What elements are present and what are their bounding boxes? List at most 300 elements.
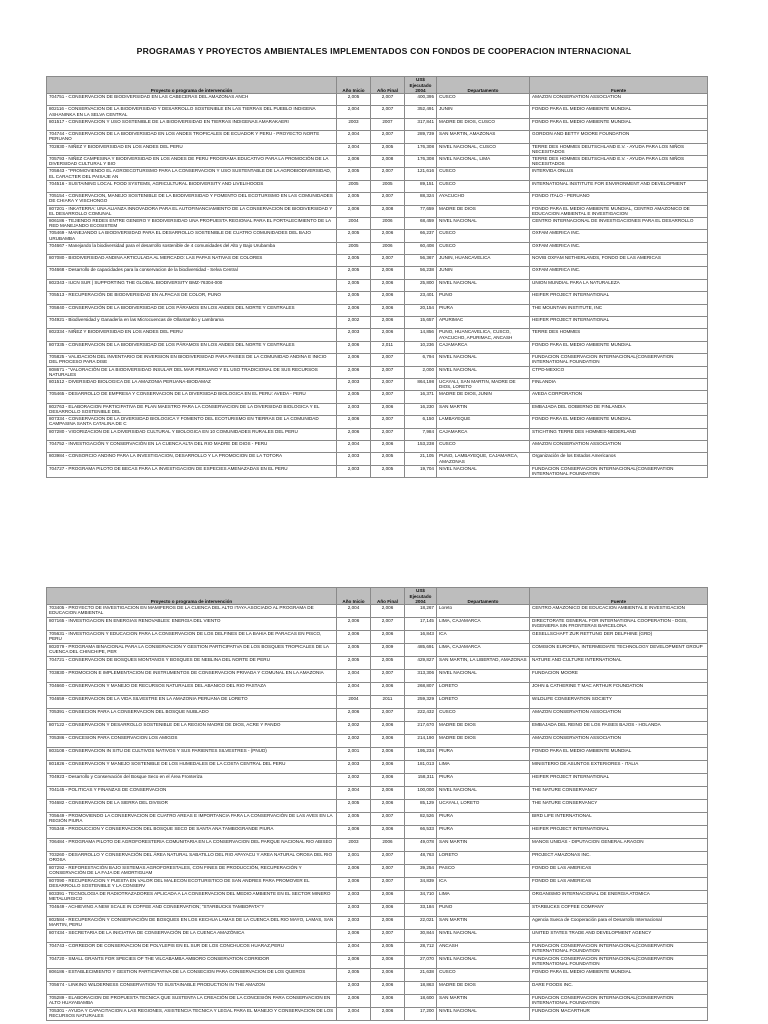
- page-title: PROGRAMAS Y PROYECTOS AMBIENTALES IMPLEMENTADOS CON FONDOS DE COOPERACION INTERNACIONAL: [136, 46, 632, 56]
- cell-department: PIURA: [437, 813, 530, 826]
- cell-end: 2,006: [371, 956, 405, 969]
- table-row: [47, 428, 708, 440]
- cell-department: AYACUCHO: [437, 193, 530, 205]
- cell-source: AMAZON CONSERVATION ASSOCIATION: [530, 709, 708, 722]
- table-row: [47, 391, 708, 403]
- cell-source: HEIFER PROJECT INTERNATIONAL: [530, 317, 708, 329]
- cell-program: 705513 - RECUPERACIÓN DE BIODIVERSIDAD EN ALPACAS DE COLOR, PUNO: [47, 292, 337, 304]
- cell-start: 2,005: [337, 644, 371, 657]
- cell-start: 2,005: [337, 255, 371, 267]
- cell-usd: 16,843: [405, 631, 437, 644]
- cell-source: TERRE DES HOMMES DEUTSCHLAND E.V. - AYUDA PARA LOS NIÑOS NECESITADOS: [530, 143, 708, 155]
- cell-usd: 214,190: [405, 735, 437, 748]
- cell-department: JUNIN: [437, 267, 530, 279]
- cell-end: 2,007: [371, 709, 405, 722]
- cell-program: 705649 - PROMOVIENDO LA CONSERVACION DE CUATRO AREAS E IMPORTANCIA PARA LA CONSERVACIÓN DE LAS AVES EN LA REGIÓN PIURA: [47, 813, 337, 826]
- cell-start: 2,003: [337, 904, 371, 917]
- cell-start: 2,006: [337, 304, 371, 316]
- cell-program: 704727 - PROGRAMA PILOTO DE BECAS PARA LA INVESTIGACION DE ESPECIES AMENAZADAS EN EL PERU: [47, 465, 337, 477]
- table-row: [47, 657, 708, 670]
- cell-usd: 317,841: [405, 118, 437, 130]
- cell-source: FONDO PARA EL MEDIO AMBIENTE MUNDIAL: [530, 341, 708, 353]
- cell-usd: 89,151: [405, 180, 437, 192]
- cell-end: 2,006: [371, 982, 405, 995]
- cell-source: OXFAM AMERICA INC.: [530, 267, 708, 279]
- cell-usd: 176,308: [405, 155, 437, 167]
- cell-usd: 82,526: [405, 813, 437, 826]
- cell-start: 2,005: [337, 267, 371, 279]
- cell-program: 802343 - IUCN SUR | SUPPORTING THE GLOBAL BIODIVERSITY BMZ-76304-000: [47, 279, 337, 291]
- cell-source: OXFAM AMERICA INC.: [530, 230, 708, 242]
- cell-department: MADRE DE DIOS: [437, 982, 530, 995]
- cell-usd: 176,308: [405, 143, 437, 155]
- cell-program: 807334 - CONSERVACION DE LA DIVERSIDAD BIOLOGICA Y FOMENTO DEL ECOTURISMO EN TIERRAS DE LA COMUNIDAD CAMPASINA SANTA CATALINA DE C: [47, 416, 337, 428]
- cell-usd: 268,807: [405, 683, 437, 696]
- cell-usd: 88,324: [405, 193, 437, 205]
- cell-end: 2,007: [371, 168, 405, 180]
- cell-program: 704649 - ACHIEVING A NEW SCALE IN COFFEE AND CONSERVATION; "STARBUCKS TAMBOPATA"?: [47, 904, 337, 917]
- cell-source: DIRECTORATE GENERAL FOR INTERNATIONAL COOPERATION - DGIS, INGENIERIA SIN FRONTERAS BARCELONA: [530, 618, 708, 631]
- cell-start: 2,005: [337, 193, 371, 205]
- table-row: [47, 943, 708, 956]
- cell-program: 801826 - CONSERVACION Y MANEJO SOSTENIBLE DE LOS HUMEDALES DE LA COSTA CENTRAL DEL PERU: [47, 761, 337, 774]
- cell-usd: 23,401: [405, 292, 437, 304]
- cell-end: 2,007: [371, 878, 405, 891]
- cell-program: 704921 - Biodiversidad y Ganadería en las Microcuencas de Ollantambo y Lambrama: [47, 317, 337, 329]
- table-row: [47, 618, 708, 631]
- cell-end: 2005: [371, 180, 405, 192]
- cell-usd: 10,236: [405, 341, 437, 353]
- cell-usd: 19,704: [405, 465, 437, 477]
- cell-usd: 6,794: [405, 354, 437, 366]
- cell-usd: 34,839: [405, 878, 437, 891]
- header-usd: US$ Ejecutado 2004: [405, 588, 437, 605]
- table-row: [47, 217, 708, 229]
- cell-end: 2,007: [371, 366, 405, 378]
- header-source: Fuente: [530, 77, 708, 94]
- cell-start: 2,003: [337, 453, 371, 465]
- cell-end: 2,006: [371, 403, 405, 415]
- cell-program: 706484 - PROGRAMA PILOTO DE AGROFORESTERIA COMUNITARIA EN LA CONSERVACION DEL PARQUE NACIONAL RIO ABISEO: [47, 839, 337, 852]
- cell-start: 2,006: [337, 366, 371, 378]
- cell-start: 2005: [337, 180, 371, 192]
- cell-end: 2,006: [371, 1008, 405, 1021]
- cell-source: GESELLSCHAFT ZUR RETTUNG DER DELPHINE (GRD): [530, 631, 708, 644]
- cell-start: 2,004: [337, 106, 371, 118]
- table-row: [47, 735, 708, 748]
- cell-source: AMAZON CONSERVATION ASSOCIATION: [530, 735, 708, 748]
- cell-program: 705631 - INVESTIGACION Y EDUCACION PARA LA CONSERVACION DE LOS DELFINES DE LA BAHIA DE PARACAS EN PISCO, PERU: [47, 631, 337, 644]
- cell-usd: 77,659: [405, 205, 437, 217]
- cell-department: CUSCO: [437, 969, 530, 982]
- cell-program: 807292 - REFORESTACIÓN BAJO SISTEMAS AGROFORESTALES, CON FINES DE PRODUCCIÓN, RECUPERACIÓN Y CONSERVACIÓN DE LA FAJA DE AMORTIGUAM: [47, 865, 337, 878]
- cell-source: HEIFER PROJECT INTERNATIONAL: [530, 292, 708, 304]
- table-row: [47, 813, 708, 826]
- cell-start: 2,006: [337, 428, 371, 440]
- cell-department: PUNO: [437, 292, 530, 304]
- cell-start: 2,003: [337, 891, 371, 904]
- cell-department: LORETO: [437, 852, 530, 865]
- cell-end: 2,006: [371, 891, 405, 904]
- cell-source: HEIFER PROJECT INTERNATIONAL: [530, 826, 708, 839]
- cell-usd: 68,459: [405, 217, 437, 229]
- cell-department: PIURA: [437, 748, 530, 761]
- cell-end: 2,006: [371, 826, 405, 839]
- table-row: [47, 292, 708, 304]
- cell-program: 704667 - Manejando la biodiversidad para el desarrollo sostenible de 4 comunidades del Alto y Bajo Urubamba: [47, 242, 337, 254]
- header-department: Departamento: [437, 588, 530, 605]
- cell-source: FUNDACION CONSERVACION INTERNACIONAL(CONSERVATION INTERNATIONAL FOUNDATION: [530, 943, 708, 956]
- cell-source: INTERNATIONAL INSTITUTE FOR ENVIRONMENT AND DEVELOPMENT: [530, 180, 708, 192]
- cell-start: 2,003: [337, 465, 371, 477]
- table-row: [47, 180, 708, 192]
- cell-department: UCAYALI, LORETO: [437, 800, 530, 813]
- cell-usd: 313,306: [405, 670, 437, 683]
- cell-program: 704923 - Desarrollo y Conservación del Bosque Seco en el Área Fronteriza: [47, 774, 337, 787]
- cell-department: NIVEL NACIONAL: [437, 1008, 530, 1021]
- cell-end: 2,007: [371, 391, 405, 403]
- cell-end: 2,011: [371, 341, 405, 353]
- cell-end: 2,009: [371, 644, 405, 657]
- cell-program: 704660 - CONSERVACION Y MANEJO DE RECURSOS NATURALES DEL ABANICO DEL RIO PASTAZA: [47, 683, 337, 696]
- header-usd: US$ Ejecutado 2004: [405, 77, 437, 94]
- cell-usd: 18,863: [405, 982, 437, 995]
- table-row: [47, 709, 708, 722]
- table-header-row: [47, 588, 708, 605]
- cell-usd: 17,145: [405, 618, 437, 631]
- cell-start: 2,001: [337, 748, 371, 761]
- cell-source: FONDO DE LAS AMERICAS: [530, 865, 708, 878]
- cell-department: ICA: [437, 878, 530, 891]
- cell-program: 705793 - NIÑEZ CAMPESINA Y BIODIVERSIDAD EN LOS ANDES DE PERU PROGRAMA EDUCATIVO PARA LA PROMOCIÓN DE LA DIVERSIDAD CULTURAL Y BIO: [47, 155, 337, 167]
- table-row: [47, 670, 708, 683]
- cell-source: OXFAM AMERICA INC.: [530, 242, 708, 254]
- cell-end: 2,007: [371, 94, 405, 106]
- table-row: [47, 453, 708, 465]
- cell-department: JUNIN, HUANCAVELICA: [437, 255, 530, 267]
- cell-end: 2,006: [371, 761, 405, 774]
- table-row: [47, 416, 708, 428]
- cell-program: 705674 - LINKING WILDERNESS CONSERVATION TO SUSTAINABLE PRODUCTION IN THE AMAZON: [47, 982, 337, 995]
- cell-source: HEIFER PROJECT INTERNATIONAL: [530, 774, 708, 787]
- cell-source: AMAZON CONSERVATION ASSOCIATION: [530, 94, 708, 106]
- cell-department: CAJAMARCA: [437, 341, 530, 353]
- cell-end: 2,008: [371, 155, 405, 167]
- cell-department: MADRE DE DIOS, CUSCO: [437, 118, 530, 130]
- cell-source: FUNDACION MOORE: [530, 670, 708, 683]
- cell-source: AMAZON CONSERVATION ASSOCIATION: [530, 440, 708, 452]
- cell-start: 2,006: [337, 930, 371, 943]
- cell-usd: 18,600: [405, 995, 437, 1008]
- cell-program: 704668 - Desarrollo de capacidades para la conservacion de la biodiversidad - Selva Central: [47, 267, 337, 279]
- cell-end: 2,007: [371, 193, 405, 205]
- cell-source: Agencia Sueca de Cooperación para el Desarrollo Internacional: [530, 917, 708, 930]
- table-row: [47, 644, 708, 657]
- cell-department: JUNIN: [437, 106, 530, 118]
- cell-source: FUNDACION MACARTHUR: [530, 1008, 708, 1021]
- cell-start: 2,003: [337, 378, 371, 390]
- cell-start: 2,005: [337, 168, 371, 180]
- cell-department: PASCO: [437, 865, 530, 878]
- cell-program: 802116 - CONSERVACION DE LA BIODIVERSIDAD Y DESARROLLO SOSTENIBLE EN LAS TIERRAS DEL PUEBLO INDIGENA ASHANINKA EN LA SELVA CENTRAL: [47, 106, 337, 118]
- cell-source: FONDO PARA EL MEDIO AMBIENTE MUNDIAL: [530, 969, 708, 982]
- cell-start: 2,006: [337, 354, 371, 366]
- cell-end: 2,006: [371, 605, 405, 618]
- table-row: [47, 878, 708, 891]
- cell-start: 2,005: [337, 230, 371, 242]
- cell-program: 803984 - CONSORCIO ANDINO PARA LA INVESTIGACION, DESARROLLO Y LA PROMOCION DE LA TOTORA: [47, 453, 337, 465]
- table-row: [47, 155, 708, 167]
- cell-department: NIVEL NACIONAL: [437, 787, 530, 800]
- table-row: [47, 317, 708, 329]
- cell-usd: 14,856: [405, 329, 437, 341]
- cell-start: 2,006: [337, 618, 371, 631]
- table-row: [47, 465, 708, 477]
- cell-usd: 181,013: [405, 761, 437, 774]
- cell-usd: 158,311: [405, 774, 437, 787]
- cell-end: 2006: [371, 839, 405, 852]
- table-row: [47, 94, 708, 106]
- cell-department: CUSCO: [437, 440, 530, 452]
- cell-source: FONDO PARA EL MEDIO AMBIENTE MUNDIAL: [530, 748, 708, 761]
- cell-usd: 49,078: [405, 839, 437, 852]
- cell-end: 2006: [371, 217, 405, 229]
- cell-department: LIMA, CAJAMARCA: [437, 618, 530, 631]
- cell-start: 2,006: [337, 865, 371, 878]
- cell-start: 2,003: [337, 761, 371, 774]
- cell-start: 2003: [337, 839, 371, 852]
- cell-department: MADRE DE DIOS: [437, 205, 530, 217]
- cell-program: 705465 - DESARROLLO DE EMPRESA Y CONSERVACION DE LA DIVERSIDAD BIOLOGICA EN EL PERU: AVEDA - PERU: [47, 391, 337, 403]
- cell-department: NIVEL NACIONAL: [437, 217, 530, 229]
- table-row: [47, 168, 708, 180]
- cell-end: 2006: [371, 242, 405, 254]
- cell-department: LIMA: [437, 891, 530, 904]
- table-row: [47, 440, 708, 452]
- cell-source: JOHN & CATHERINE T MAC ARTHUR FOUNDATION: [530, 683, 708, 696]
- cell-usd: 48,763: [405, 852, 437, 865]
- table-row: [47, 995, 708, 1008]
- cell-usd: 2,000: [405, 366, 437, 378]
- cell-start: 2,003: [337, 917, 371, 930]
- cell-usd: 6,150: [405, 416, 437, 428]
- cell-usd: 217,670: [405, 722, 437, 735]
- cell-end: 2,007: [371, 416, 405, 428]
- cell-start: 2004: [337, 217, 371, 229]
- header-start: Año Inicio: [337, 588, 371, 605]
- cell-usd: 429,827: [405, 657, 437, 670]
- cell-program: 705386 - CONCESION PARA CONSERVACION LOS AMIGOS: [47, 735, 337, 748]
- cell-start: 2,004: [337, 440, 371, 452]
- cell-usd: 33,184: [405, 904, 437, 917]
- cell-usd: 15,657: [405, 317, 437, 329]
- cell-source: TERRE DES HOMMES: [530, 329, 708, 341]
- cell-usd: 21,105: [405, 453, 437, 465]
- cell-program: 705843 - "PROMOVIENDO EL AGROECOTURISMO PARA LA CONSERVACION Y USO SUSTENTABLE DE LA AGROBIODIVERSIDAD, EL CARACTER DEL PAISAJE AN: [47, 168, 337, 180]
- cell-program: 801512 - DIVERSIDAD BIOLOGICA DE LA AMAZONIA PERUANA-BIODAMAZ: [47, 378, 337, 390]
- cell-program: 807090 - RECUPERACION Y PUESTA EN VALOR DEL MALECON ECOTURISTICO DE SAN ANDRES PARA PROMOVER EL DESARROLLO SOSTENIBLE Y LA CONSERV: [47, 878, 337, 891]
- cell-program: 705154 - CONSERVACION, MANEJO SOSTENIBLE DE LA BIODIVERSIDAD Y FOMENTO DEL ECOTURISMO EN LAS COMUNIDADES DE CHIARA Y VISCHONGO: [47, 193, 337, 205]
- cell-end: 2,007: [371, 131, 405, 143]
- cell-department: SAN MARTIN: [437, 839, 530, 852]
- cell-start: 2,005: [337, 813, 371, 826]
- cell-start: 2,006: [337, 826, 371, 839]
- cell-start: 2,004: [337, 683, 371, 696]
- cell-department: MADRE DE DIOS: [437, 722, 530, 735]
- cell-end: 2,006: [371, 279, 405, 291]
- cell-usd: 153,238: [405, 440, 437, 452]
- table-row: [47, 865, 708, 878]
- cell-program: 802584 - RECUPERACIÓN Y CONSERVACIÓN DE BOSQUES EN LOS KECHUA LAMAS DE LA CUENCA DEL RIO MAYO, LAMAS, SAN MARTIN, PERU: [47, 917, 337, 930]
- cell-start: 2,006: [337, 341, 371, 353]
- cell-program: 704659 - CONSERVACION DE LA VIDA SILVESTRE EN LA AMAZONIA PERUANA DE LORETO: [47, 696, 337, 709]
- cell-department: LIMA, CAJAMARCA: [437, 644, 530, 657]
- table-row: [47, 242, 708, 254]
- cell-end: 2,007: [371, 618, 405, 631]
- cell-source: STARBUCKS COFFEE COMPANY: [530, 904, 708, 917]
- cell-start: 2,004: [337, 670, 371, 683]
- cell-source: FONDO ITALO - PERUANO: [530, 193, 708, 205]
- header-end: Año Final: [371, 77, 405, 94]
- cell-source: WILDLIFE CONSERVATION SOCIETY: [530, 696, 708, 709]
- cell-end: 2,006: [371, 292, 405, 304]
- cell-source: UNION MUNDIAL PARA LA NATURALEZA: [530, 279, 708, 291]
- cell-source: THE MOUNTAIN INSTITUTE, INC: [530, 304, 708, 316]
- cell-start: 2,002: [337, 722, 371, 735]
- cell-program: 705825 - VALIDACION DEL INVENTARIO DE INVERSION EN BIODIVERSIDAD PARA PAISES DE LA COMUNIDAD ANDINA E INICIO DEL PROCESO PARA DISE: [47, 354, 337, 366]
- cell-end: 2,006: [371, 683, 405, 696]
- table-row: [47, 329, 708, 341]
- table-row: [47, 605, 708, 618]
- cell-usd: 18,267: [405, 605, 437, 618]
- cell-usd: 289,739: [405, 131, 437, 143]
- cell-department: CAJAMARCA: [437, 428, 530, 440]
- cell-department: NIVEL NACIONAL: [437, 279, 530, 291]
- table-row: [47, 193, 708, 205]
- cell-department: LAMBAYEQUE: [437, 416, 530, 428]
- cell-start: 2,005: [337, 391, 371, 403]
- cell-start: 2004: [337, 696, 371, 709]
- table-row: [47, 118, 708, 130]
- cell-usd: 100,000: [405, 787, 437, 800]
- table-row: [47, 143, 708, 155]
- cell-end: 2,006: [371, 631, 405, 644]
- cell-source: NATURE AND CULTURE INTERNATIONAL: [530, 657, 708, 670]
- cell-usd: 121,616: [405, 168, 437, 180]
- cell-source: FUNDACION CONSERVACION INTERNACIONAL(CONSERVATION INTERNATIONAL FOUNDATION: [530, 465, 708, 477]
- header-source: Fuente: [530, 588, 708, 605]
- cell-department: PUNO, HUANCAVELICA, CUSCO, AYACUCHO, APURIMAC, ANCASH: [437, 329, 530, 341]
- cell-source: TERRE DES HOMMES DEUTSCHLAND E.V. - AYUDA PARA LOS NIÑOS NECESITADOS: [530, 155, 708, 167]
- cell-department: CUSCO: [437, 180, 530, 192]
- cell-source: MANOS UNIDAS - DIPUTACION GENERAL ARAGON: [530, 839, 708, 852]
- cell-start: 2,006: [337, 631, 371, 644]
- cell-start: 2,001: [337, 852, 371, 865]
- cell-start: 2,004: [337, 787, 371, 800]
- cell-end: 2,006: [371, 329, 405, 341]
- table-row: [47, 761, 708, 774]
- table-row: [47, 683, 708, 696]
- table-row: [47, 366, 708, 378]
- table-row: [47, 787, 708, 800]
- table-row: [47, 696, 708, 709]
- cell-start: 2003: [337, 118, 371, 130]
- cell-source: THE NATURE CONSERVANCY: [530, 787, 708, 800]
- cell-source: FONDO PARA EL MEDIO AMBIENTE MUNDIAL: [530, 118, 708, 130]
- cell-department: CUSCO: [437, 94, 530, 106]
- cell-department: CUSCO: [437, 230, 530, 242]
- cell-program: 702830 - NIÑEZ Y BIODIVERSIDAD EN LOS ANDES DEL PERU: [47, 143, 337, 155]
- table-row: [47, 891, 708, 904]
- cell-end: 2,006: [371, 267, 405, 279]
- table-row: [47, 403, 708, 415]
- cell-department: ICA: [437, 631, 530, 644]
- cell-source: EMBAJADA DEL REINO DE LOS PAISES BAJOS - HOLANDA: [530, 722, 708, 735]
- cell-start: 2,006: [337, 995, 371, 1008]
- table-header-row: [47, 77, 708, 94]
- cell-usd: 66,237: [405, 230, 437, 242]
- cell-end: 2007: [371, 118, 405, 130]
- cell-usd: 60,408: [405, 242, 437, 254]
- cell-start: 2,006: [337, 205, 371, 217]
- cell-start: 2,005: [337, 800, 371, 813]
- cell-program: 808671 - "VALORACIÓN DE LA BIODIVERSIDAD INSULAR DEL MAR PERUANO Y EL USO TRADICIONAL DE SUS RECURSOS NATURALES: [47, 366, 337, 378]
- cell-department: ANCASH: [437, 943, 530, 956]
- cell-department: SAN MARTIN: [437, 917, 530, 930]
- cell-end: 2011: [371, 696, 405, 709]
- cell-program: 704516 - SUSTAINING LOCAL FOOD SYSTEMS, AGRICULTURAL BIODIVERSITY AND LIVELIHOODS: [47, 180, 337, 192]
- cell-start: 2,005: [337, 969, 371, 982]
- cell-usd: 27,070: [405, 956, 437, 969]
- cell-program: 705391 - CONSECION PARA LA CONSERVACION DEL BOSQUE NUBLADO: [47, 709, 337, 722]
- cell-department: CUSCO: [437, 709, 530, 722]
- cell-start: 2,002: [337, 735, 371, 748]
- cell-department: NIVEL NACIONAL: [437, 956, 530, 969]
- header-department: Departamento: [437, 77, 530, 94]
- cell-usd: 56,238: [405, 267, 437, 279]
- header-program: Proyecto o programa de intervención: [47, 588, 337, 605]
- cell-program: 705301 - AYUDA Y CAPACITACION A LAS REGIONES, ASISTENCIA TECNICA Y LEGAL PARA EL MANEJO Y CONSERVACION DE LOS RECURSOS NATURALES: [47, 1008, 337, 1021]
- projects-table-2: [46, 587, 708, 1021]
- cell-start: 2,005: [337, 657, 371, 670]
- cell-department: CUSCO: [437, 168, 530, 180]
- cell-program: 807280 - VIGORIZACION DE LA DIVERSIDAD CULTURAL Y BIOLOGICA EN 10 COMUNIDADES RURALES DEL PERU: [47, 428, 337, 440]
- cell-program: 704752 - INVESTIGACIÓN Y CONSERVACIÓN EN LA CUENCA ALTA DEL RIO MADRE DE DIOS - PERU: [47, 440, 337, 452]
- cell-program: 703830 - PROMOCION E IMPLEMENTACION DE INSTRUMENTOS DE CONSERVACION PRIVADA Y COMUNAL EN LA AMAZONIA: [47, 670, 337, 683]
- table-row: [47, 982, 708, 995]
- cell-usd: 222,432: [405, 709, 437, 722]
- cell-program: 803108 - CONSERVACION IN SITU DE CULTIVOS NATIVOS Y SUS PARIENTES SILVESTRES - (PNUD): [47, 748, 337, 761]
- table-row: [47, 279, 708, 291]
- cell-usd: 195,234: [405, 748, 437, 761]
- cell-usd: 485,691: [405, 644, 437, 657]
- table-row: [47, 304, 708, 316]
- table-row: [47, 1008, 708, 1021]
- cell-end: 2,006: [371, 748, 405, 761]
- cell-source: INTERVIDA ONLUS: [530, 168, 708, 180]
- cell-start: 2,004: [337, 131, 371, 143]
- cell-end: 2,006: [371, 735, 405, 748]
- cell-source: CTPD-MEXICO: [530, 366, 708, 378]
- cell-usd: 85,129: [405, 800, 437, 813]
- cell-program: 801517 - CONSERVACION Y USO SOSTENIBLE DE LA BIODIVERSIDAD EN TIERRAS INDIGENAS AMARAKAERI: [47, 118, 337, 130]
- cell-end: 2,005: [371, 943, 405, 956]
- cell-source: FUNDACION CONSERVACION INTERNACIONAL(CONSERVATION INTERNATIONAL FOUNDATION: [530, 354, 708, 366]
- cell-program: 806186 - ESTABLECIMIENTO Y GESTION PARTICIPATIVA DE LA CONSECION PARA CONSERVACION DE LOS QUEROS: [47, 969, 337, 982]
- cell-usd: 17,200: [405, 1008, 437, 1021]
- cell-program: 704682 - CONSERVACION DE LA SIERRA DEL DIVISOR: [47, 800, 337, 813]
- cell-program: 704145 - POLITICAS Y FINANZAS DE CONSERVACION: [47, 787, 337, 800]
